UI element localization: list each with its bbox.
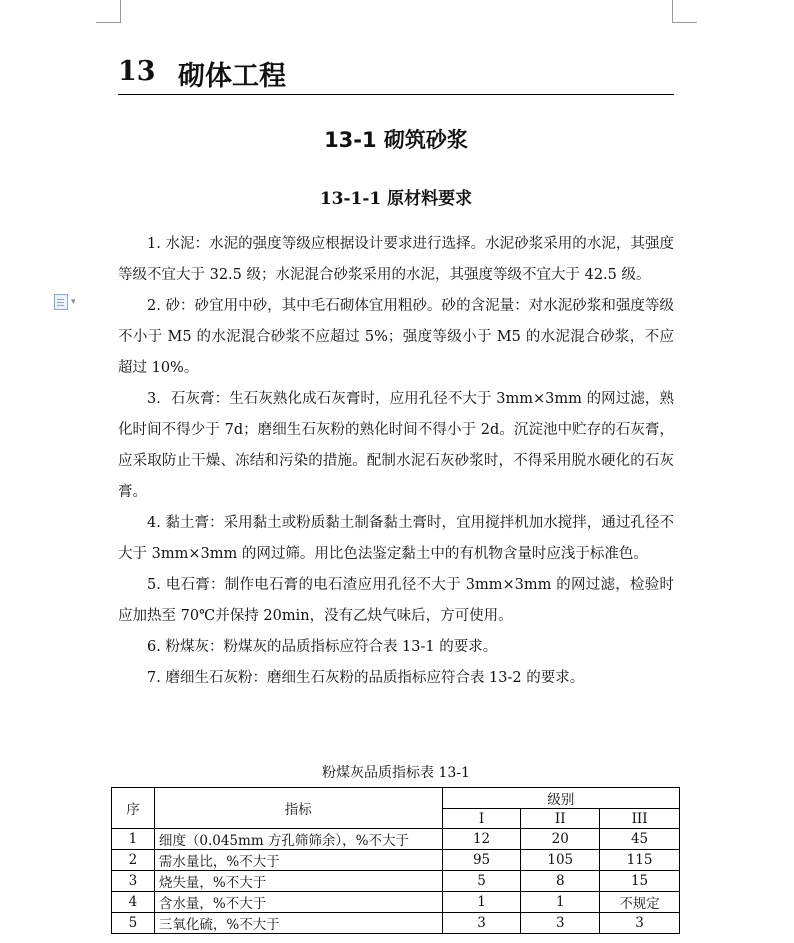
table-cell-indicator: 需水量比，%不大于	[154, 850, 442, 871]
table-cell-grade-1: 12	[442, 829, 521, 850]
table-cell-grade-3: 3	[600, 913, 680, 934]
table-cell-grade-2: 8	[521, 871, 600, 892]
paragraph-lime-putty: 3．石灰膏：生石灰熟化成石灰膏时，应用孔径不大于 3mm×3mm 的网过滤，熟化时间不得少于 7d；磨细生石灰粉的熟化时间不得小于 2d。沉淀池中贮存的石灰膏，应采取防止干燥、冻结和污染的措施。配制水泥石灰砂浆时，不得采用脱水硬化的石灰膏。	[118, 391, 674, 500]
table-row	[112, 829, 680, 850]
fly-ash-quality-table	[111, 787, 680, 934]
table-caption: 粉煤灰品质指标表 13-1	[322, 765, 470, 781]
table-cell-indicator: 三氧化硫，%不大于	[154, 913, 442, 934]
header-indicator: 指标	[154, 788, 442, 829]
table-cell-grade-1: 5	[442, 871, 521, 892]
paragraph-carbide-paste: 5. 电石膏：制作电石膏的电石渣应用孔径不大于 3mm×3mm 的网过滤，检验时应加热至 70℃并保持 20min，没有乙炔气味后，方可使用。	[118, 577, 674, 624]
table-cell-seq: 5	[112, 913, 155, 934]
table-cell-grade-3: 不规定	[600, 892, 680, 913]
table-cell-grade-1: 1	[442, 892, 521, 913]
table-cell-indicator: 含水量，%不大于	[154, 892, 442, 913]
section-title: 13-1 砌筑砂浆	[324, 128, 468, 152]
chevron-down-icon[interactable]: ▾	[71, 297, 76, 307]
table-cell-grade-3: 45	[600, 829, 680, 850]
subsection-title: 13-1-1 原材料要求	[319, 189, 473, 209]
page-corner-mark-right	[672, 0, 697, 23]
paragraph-cement: 1. 水泥：水泥的强度等级应根据设计要求进行选择。水泥砂浆采用的水泥，其强度等级不宜大于 32.5 级；水泥混合砂浆采用的水泥，其强度等级不宜大于 42.5 级。	[118, 236, 674, 283]
table-cell-seq: 4	[112, 892, 155, 913]
paragraph-sand: 2. 砂：砂宜用中砂，其中毛石砌体宜用粗砂。砂的含泥量：对水泥砂浆和强度等级不小于 M5 的水泥混合砂浆不应超过 5%；强度等级小于 M5 的水泥混合砂浆，不应超过 10%。	[118, 298, 674, 376]
table-cell-seq: 3	[112, 871, 155, 892]
page-corner-mark-left	[96, 0, 121, 23]
header-grade-3: III	[600, 809, 680, 829]
table-cell-grade-2: 3	[521, 913, 600, 934]
header-grade: 级别	[442, 788, 679, 809]
body-text	[118, 229, 674, 694]
document-margin-icon[interactable]	[54, 294, 68, 310]
paragraph-clay-paste: 4. 黏土膏：采用黏土或粉质黏土制备黏土膏时，宜用搅拌机加水搅拌，通过孔径不大于 3mm×3mm 的网过筛。用比色法鉴定黏土中的有机物含量时应浅于标准色。	[118, 515, 674, 562]
table-cell-indicator: 烧失量，%不大于	[154, 871, 442, 892]
table-cell-grade-3: 115	[600, 850, 680, 871]
header-grade-2: II	[521, 809, 600, 829]
table-row	[112, 892, 680, 913]
table-row	[112, 871, 680, 892]
chapter-heading	[118, 50, 674, 95]
table-cell-grade-2: 1	[521, 892, 600, 913]
table-cell-grade-1: 95	[442, 850, 521, 871]
table-cell-grade-2: 105	[521, 850, 600, 871]
table-row	[112, 913, 680, 934]
table-row	[112, 850, 680, 871]
table-cell-indicator: 细度（0.045mm 方孔筛筛余），%不大于	[154, 829, 442, 850]
table-cell-grade-2: 20	[521, 829, 600, 850]
chapter-title: 砌体工程	[178, 61, 286, 92]
table-cell-seq: 2	[112, 850, 155, 871]
table-cell-grade-1: 3	[442, 913, 521, 934]
header-grade-1: I	[442, 809, 521, 829]
paragraph-quicklime-powder: 7. 磨细生石灰粉：磨细生石灰粉的品质指标应符合表 13-2 的要求。	[147, 670, 585, 686]
chapter-number: 13	[118, 56, 156, 87]
header-seq: 序	[112, 788, 155, 829]
table-cell-grade-3: 15	[600, 871, 680, 892]
table-cell-seq: 1	[112, 829, 155, 850]
paragraph-fly-ash: 6. 粉煤灰：粉煤灰的品质指标应符合表 13-1 的要求。	[147, 639, 498, 655]
